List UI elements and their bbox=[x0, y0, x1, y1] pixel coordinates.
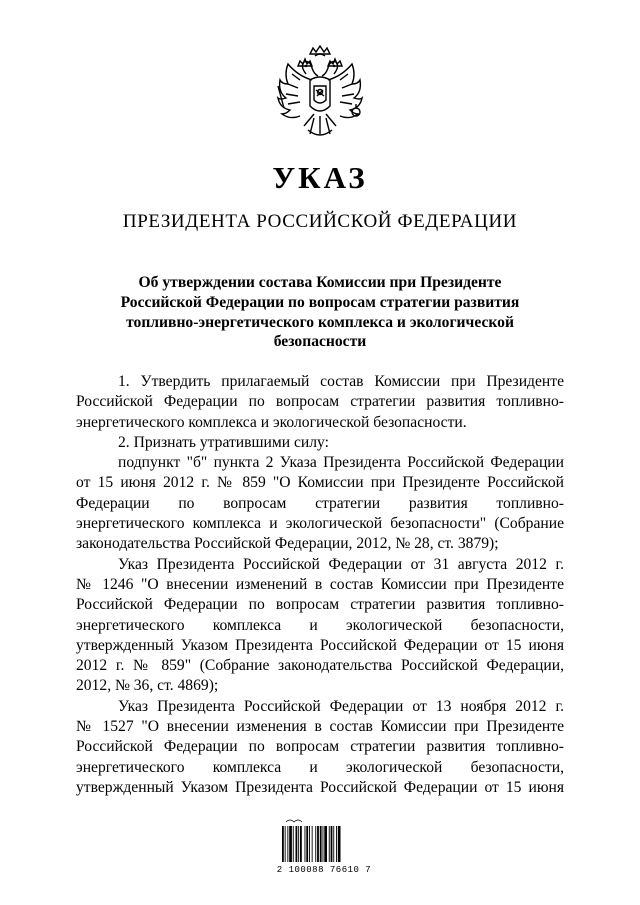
body-line: от 15 июня 2012 г. № 859 "О Комиссии при Президенте Российской bbox=[76, 474, 564, 492]
barcode-bar bbox=[317, 826, 319, 862]
barcode-bar bbox=[289, 826, 292, 862]
body-line: 2. Признать утратившими силу: bbox=[118, 433, 329, 451]
decree-heading bbox=[100, 273, 540, 352]
body-line: утвержденный Указом Президента Российской Федерации от 15 июня bbox=[76, 636, 564, 654]
barcode-bar bbox=[323, 826, 324, 862]
barcode-bar bbox=[324, 826, 327, 862]
body-line: 1. Утвердить прилагаемый состав Комиссии при Президенте bbox=[118, 373, 564, 390]
barcode-bar bbox=[315, 826, 316, 862]
barcode-bar bbox=[312, 826, 313, 862]
body-line: Указ Президента Российской Федерации от 31 августа 2012 г. bbox=[118, 555, 564, 573]
barcode-bar bbox=[296, 826, 298, 862]
body-line: № 1527 "О внесении изменения в состав Комиссии при Президенте bbox=[76, 718, 564, 736]
body-line: законодательства Российской Федерации, 2012, № 28, ст. 3879); bbox=[76, 535, 499, 553]
barcode-bar bbox=[333, 826, 334, 862]
barcode-bar bbox=[287, 826, 288, 862]
body-line: Российской Федерации по вопросам стратегии развития топливно- bbox=[76, 596, 564, 614]
body-line: Федерации по вопросам стратегии развития топливно- bbox=[76, 494, 564, 512]
decree-issuer: ПРЕЗИДЕНТА РОССИЙСКОЙ ФЕДЕРАЦИИ bbox=[122, 211, 518, 232]
barcode-bar bbox=[320, 826, 322, 862]
barcode-bar bbox=[331, 826, 333, 862]
barcode-bar bbox=[285, 826, 286, 862]
coat-of-arms-icon bbox=[270, 44, 370, 152]
body-line: 2012 г. № 859" (Собрание законодательства Российской Федерации, bbox=[76, 657, 564, 675]
barcode-bar bbox=[282, 826, 284, 862]
heading-line: безопасности bbox=[273, 333, 367, 351]
barcode-bar bbox=[306, 826, 308, 862]
barcode-bar bbox=[293, 826, 294, 862]
body-line: Указ Президента Российской Федерации от 13 ноября 2012 г. bbox=[118, 697, 564, 715]
body-line: Российской Федерации по вопросам стратегии развития топливно- bbox=[76, 393, 564, 411]
body-line: утвержденный Указом Президента Российской Федерации от 15 июня bbox=[76, 778, 564, 796]
decree-title: УКАЗ bbox=[272, 160, 368, 195]
body-line: № 1246 "О внесении изменений в состав Комиссии при Президенте bbox=[76, 575, 564, 593]
barcode-bar bbox=[298, 826, 299, 862]
heading-line: Об утверждении состава Комиссии при Президенте bbox=[138, 274, 502, 291]
body-line: энергетического комплекса и экологической безопасности, bbox=[76, 758, 564, 776]
barcode-bar bbox=[329, 826, 330, 862]
barcode-bar bbox=[300, 826, 302, 862]
body-line: энергетического комплекса и экологической безопасности" (Собрание bbox=[76, 515, 564, 533]
body-line: 2012, № 36, ст. 4869); bbox=[76, 677, 219, 695]
body-line: подпункт "б" пункта 2 Указа Президента Российской Федерации bbox=[118, 454, 564, 472]
body-line: энергетического комплекса и экологической безопасности. bbox=[76, 413, 467, 431]
heading-line: топливно-энергетического комплекса и экологической bbox=[126, 313, 514, 331]
heading-line: Российской Федерации по вопросам стратегии развития bbox=[120, 293, 520, 311]
barcode-icon bbox=[282, 818, 362, 862]
body-line: Российской Федерации по вопросам стратегии развития топливно- bbox=[76, 738, 564, 756]
barcode-number: 2 100088 76610 7 bbox=[276, 865, 372, 875]
barcode-bar bbox=[309, 826, 310, 862]
barcode-bar bbox=[338, 826, 341, 862]
barcode-mark bbox=[286, 820, 302, 822]
barcode-bar bbox=[305, 826, 306, 862]
barcode-bar bbox=[336, 826, 337, 862]
decree-body bbox=[76, 372, 564, 798]
body-line: энергетического комплекса и экологической безопасности, bbox=[76, 616, 564, 634]
